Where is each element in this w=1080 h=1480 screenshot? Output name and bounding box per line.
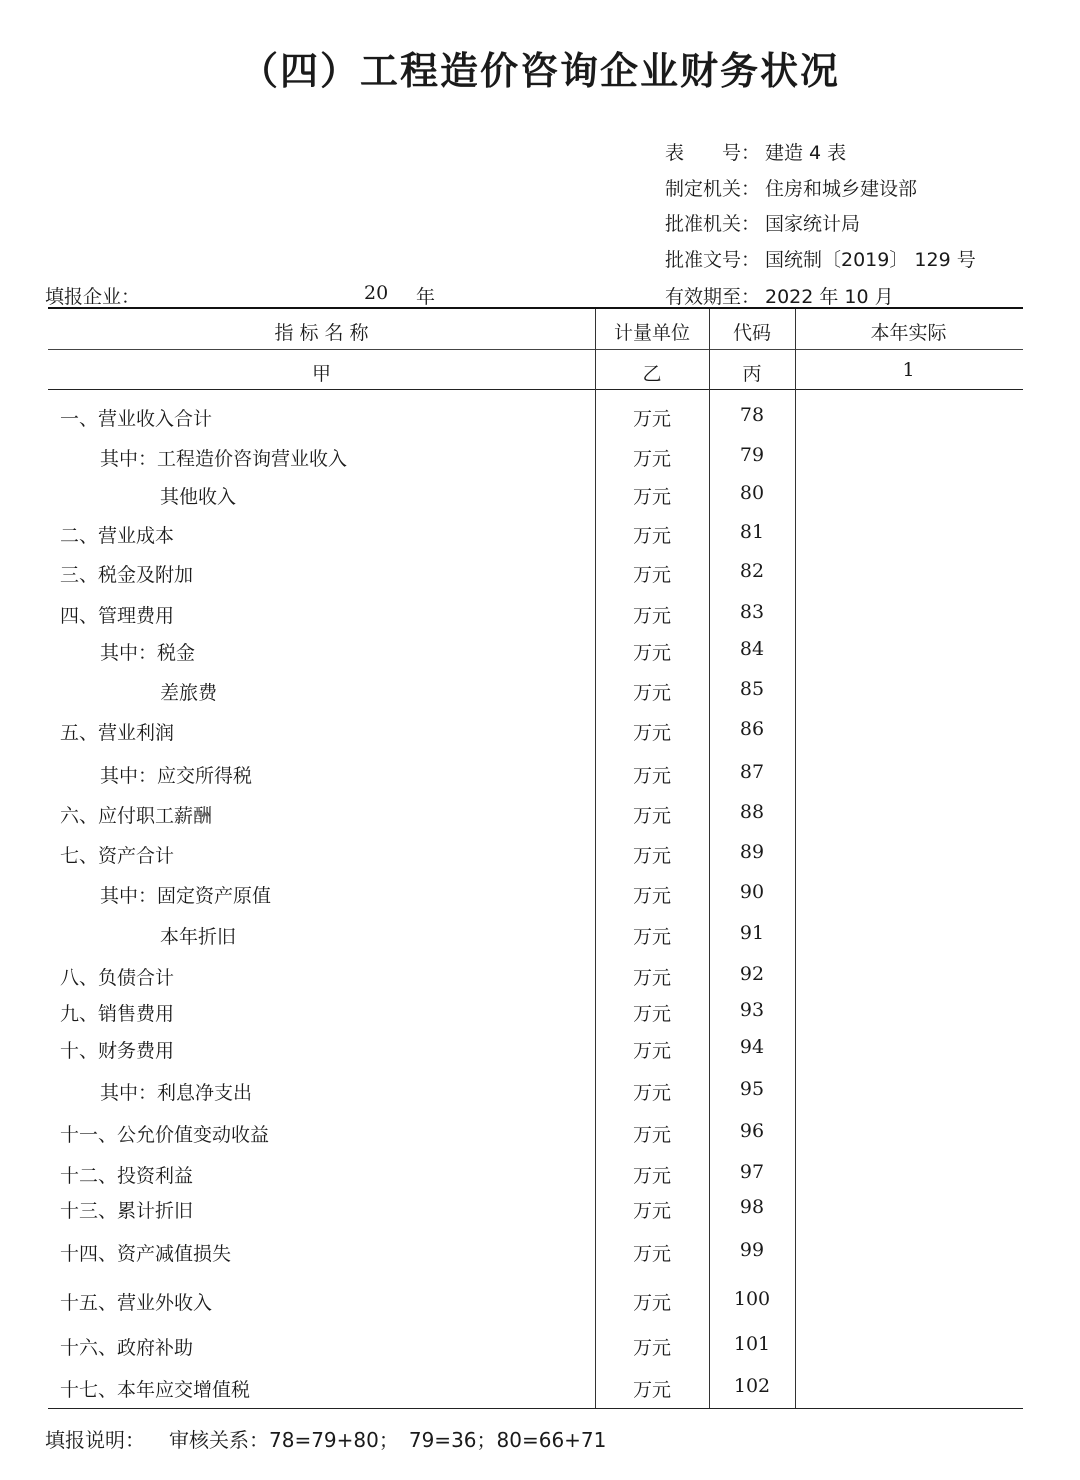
page-title: （四）工程造价咨询企业财务状况 bbox=[239, 49, 840, 93]
row-unit: 万元 bbox=[632, 1379, 671, 1401]
row-indicator-name: 十五、营业外收入 bbox=[60, 1292, 213, 1314]
subheader-name: 甲 bbox=[311, 363, 331, 385]
row-code: 79 bbox=[739, 444, 765, 466]
table-row bbox=[0, 1078, 1080, 1108]
row-unit: 万元 bbox=[632, 805, 671, 827]
meta-line bbox=[665, 245, 976, 272]
meta-value: 国家统计局 bbox=[765, 213, 861, 235]
row-code: 99 bbox=[739, 1239, 765, 1261]
row-unit: 万元 bbox=[632, 845, 671, 867]
meta-key: 有效期至： bbox=[665, 286, 761, 308]
row-code: 84 bbox=[739, 638, 765, 660]
meta-key: 批准机关： bbox=[665, 213, 761, 235]
row-indicator-name: 十二、投资利益 bbox=[60, 1165, 194, 1187]
row-indicator-name: 五、营业利润 bbox=[60, 722, 175, 744]
table-row bbox=[0, 482, 1080, 512]
row-code: 91 bbox=[739, 922, 765, 944]
table-row bbox=[0, 922, 1080, 952]
row-indicator-name: 本年折旧 bbox=[160, 926, 237, 948]
row-indicator-name: 十三、累计折旧 bbox=[60, 1200, 194, 1222]
row-code: 78 bbox=[739, 404, 765, 426]
filler-label: 填报企业： bbox=[45, 286, 141, 308]
row-indicator-name: 七、资产合计 bbox=[60, 845, 175, 867]
year-prefix: 20 bbox=[364, 282, 389, 304]
table-row bbox=[0, 638, 1080, 668]
subheader-actual: 1 bbox=[902, 359, 915, 381]
table-row bbox=[0, 1333, 1080, 1363]
row-unit: 万元 bbox=[632, 885, 671, 907]
row-code: 101 bbox=[733, 1333, 771, 1355]
row-code: 95 bbox=[739, 1078, 765, 1100]
meta-line bbox=[665, 209, 860, 236]
table-row bbox=[0, 881, 1080, 911]
row-unit: 万元 bbox=[632, 722, 671, 744]
row-unit: 万元 bbox=[632, 1124, 671, 1146]
row-unit: 万元 bbox=[632, 1040, 671, 1062]
row-indicator-name: 六、应付职工薪酬 bbox=[60, 805, 213, 827]
row-indicator-name: 九、销售费用 bbox=[60, 1003, 175, 1025]
meta-key: 制定机关： bbox=[665, 178, 761, 200]
row-code: 90 bbox=[739, 881, 765, 903]
row-indicator-name: 八、负债合计 bbox=[60, 967, 175, 989]
row-code: 83 bbox=[739, 601, 765, 623]
table-row bbox=[0, 404, 1080, 434]
row-unit: 万元 bbox=[632, 605, 671, 627]
subheader-code: 丙 bbox=[742, 363, 762, 385]
table-row bbox=[0, 601, 1080, 631]
row-code: 94 bbox=[739, 1036, 765, 1058]
row-code: 85 bbox=[739, 678, 765, 700]
row-code: 86 bbox=[739, 718, 765, 740]
row-code: 92 bbox=[739, 963, 765, 985]
row-unit: 万元 bbox=[632, 564, 671, 586]
meta-value: 建造 4 表 bbox=[765, 142, 847, 164]
table-bottom-rule bbox=[48, 1408, 1023, 1409]
row-code: 80 bbox=[739, 482, 765, 504]
meta-value: 住房和城乡建设部 bbox=[765, 178, 918, 200]
row-unit: 万元 bbox=[632, 486, 671, 508]
row-indicator-name: 其中：利息净支出 bbox=[100, 1082, 253, 1104]
row-indicator-name: 四、管理费用 bbox=[60, 605, 175, 627]
meta-key: 表 号： bbox=[665, 142, 761, 164]
row-unit: 万元 bbox=[632, 1243, 671, 1265]
subheader-unit: 乙 bbox=[642, 363, 662, 385]
row-code: 82 bbox=[739, 560, 765, 582]
row-code: 100 bbox=[733, 1288, 771, 1310]
table-row bbox=[0, 761, 1080, 791]
row-code: 98 bbox=[739, 1196, 765, 1218]
row-indicator-name: 一、营业收入合计 bbox=[60, 408, 213, 430]
table-row bbox=[0, 560, 1080, 590]
row-code: 89 bbox=[739, 841, 765, 863]
row-unit: 万元 bbox=[632, 682, 671, 704]
header-name: 指 标 名 称 bbox=[274, 322, 369, 344]
table-header-rule bbox=[48, 349, 1023, 350]
row-unit: 万元 bbox=[632, 525, 671, 547]
row-unit: 万元 bbox=[632, 967, 671, 989]
table-row bbox=[0, 999, 1080, 1029]
table-row bbox=[0, 521, 1080, 551]
row-indicator-name: 其中：工程造价咨询营业收入 bbox=[100, 448, 348, 470]
row-unit: 万元 bbox=[632, 926, 671, 948]
notes-text: 审核关系：78=79+80； 79=36；80=66+71 bbox=[169, 1428, 607, 1452]
row-indicator-name: 十四、资产减值损失 bbox=[60, 1243, 232, 1265]
table-row bbox=[0, 444, 1080, 474]
row-indicator-name: 十七、本年应交增值税 bbox=[60, 1379, 251, 1401]
row-code: 81 bbox=[739, 521, 765, 543]
row-indicator-name: 其中：固定资产原值 bbox=[100, 885, 272, 907]
meta-value: 国统制〔2019〕 129 号 bbox=[765, 249, 976, 271]
table-row bbox=[0, 1120, 1080, 1150]
row-unit: 万元 bbox=[632, 448, 671, 470]
row-code: 102 bbox=[733, 1375, 771, 1397]
header-unit: 计量单位 bbox=[613, 322, 690, 344]
meta-value: 2022 年 10 月 bbox=[765, 286, 894, 308]
row-indicator-name: 其中：应交所得税 bbox=[100, 765, 253, 787]
row-indicator-name: 三、税金及附加 bbox=[60, 564, 194, 586]
table-row bbox=[0, 841, 1080, 871]
table-subheader-rule bbox=[48, 389, 1023, 390]
row-unit: 万元 bbox=[632, 1003, 671, 1025]
row-indicator-name: 十、财务费用 bbox=[60, 1040, 175, 1062]
table-row bbox=[0, 1239, 1080, 1269]
row-unit: 万元 bbox=[632, 1292, 671, 1314]
table-row bbox=[0, 678, 1080, 708]
row-code: 97 bbox=[739, 1161, 765, 1183]
table-row bbox=[0, 1161, 1080, 1191]
notes-label: 填报说明： bbox=[45, 1428, 145, 1452]
table-row bbox=[0, 1196, 1080, 1226]
header-actual: 本年实际 bbox=[870, 322, 947, 344]
row-code: 88 bbox=[739, 801, 765, 823]
row-unit: 万元 bbox=[632, 642, 671, 664]
row-indicator-name: 其中：税金 bbox=[100, 642, 196, 664]
row-indicator-name: 十一、公允价值变动收益 bbox=[60, 1124, 270, 1146]
row-unit: 万元 bbox=[632, 1337, 671, 1359]
table-row bbox=[0, 963, 1080, 993]
table-row bbox=[0, 1375, 1080, 1405]
row-indicator-name: 其他收入 bbox=[160, 486, 237, 508]
row-code: 93 bbox=[739, 999, 765, 1021]
row-unit: 万元 bbox=[632, 1165, 671, 1187]
row-indicator-name: 差旅费 bbox=[160, 682, 218, 704]
row-code: 87 bbox=[739, 761, 765, 783]
year-suffix: 年 bbox=[416, 286, 436, 308]
table-top-rule bbox=[48, 307, 1023, 309]
filling-notes bbox=[45, 1424, 606, 1453]
meta-line bbox=[665, 138, 846, 165]
meta-line bbox=[665, 174, 917, 201]
row-indicator-name: 二、营业成本 bbox=[60, 525, 175, 547]
row-code: 96 bbox=[739, 1120, 765, 1142]
row-unit: 万元 bbox=[632, 1200, 671, 1222]
table-row bbox=[0, 1036, 1080, 1066]
table-row bbox=[0, 801, 1080, 831]
meta-key: 批准文号： bbox=[665, 249, 761, 271]
table-row bbox=[0, 718, 1080, 748]
meta-line bbox=[665, 282, 894, 309]
row-indicator-name: 十六、政府补助 bbox=[60, 1337, 194, 1359]
header-code: 代码 bbox=[732, 322, 771, 344]
row-unit: 万元 bbox=[632, 765, 671, 787]
row-unit: 万元 bbox=[632, 1082, 671, 1104]
row-unit: 万元 bbox=[632, 408, 671, 430]
table-row bbox=[0, 1288, 1080, 1318]
